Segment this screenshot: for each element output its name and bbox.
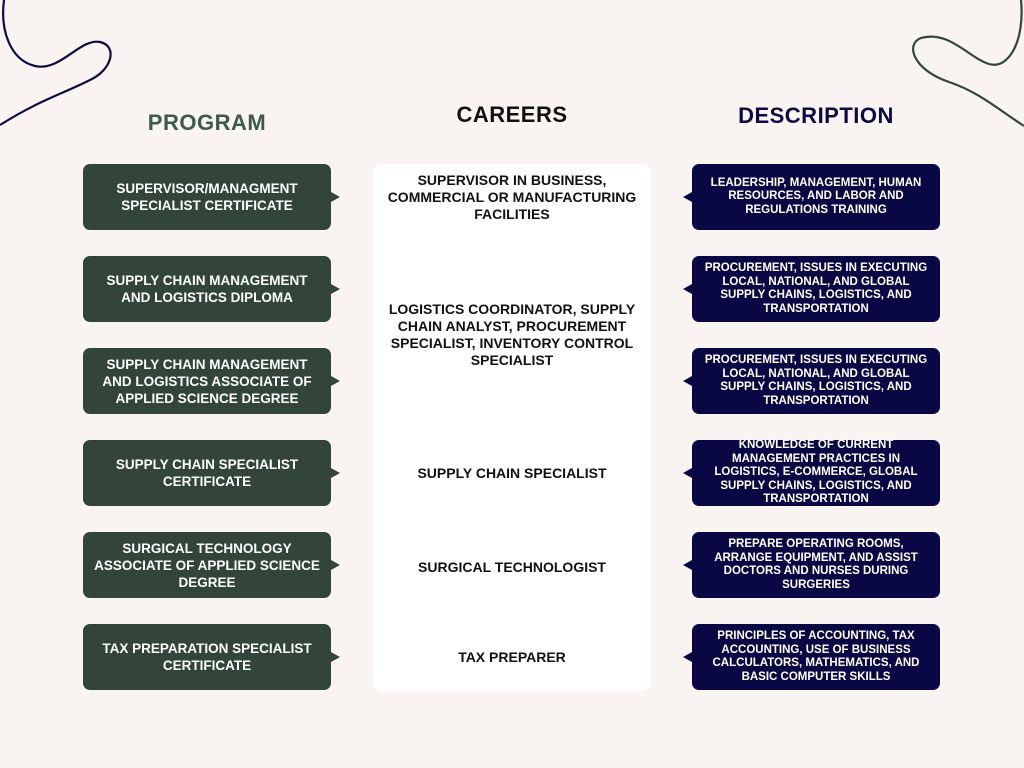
program-box: TAX PREPARATION SPECIALIST CERTIFICATE [83, 624, 331, 690]
career-item: SUPPLY CHAIN SPECIALIST [417, 464, 607, 481]
description-box: PROCUREMENT, ISSUES IN EXECUTING LOCAL, NATIONAL, AND GLOBAL SUPPLY CHAINS, LOGISTICS, AND TRANSPORTATION [692, 256, 940, 322]
program-box: SUPPLY CHAIN SPECIALIST CERTIFICATE [83, 440, 331, 506]
program-box: SUPPLY CHAIN MANAGEMENT AND LOGISTICS DIPLOMA [83, 256, 331, 322]
description-box: KNOWLEDGE OF CURRENT MANAGEMENT PRACTICES IN LOGISTICS, E-COMMERCE, GLOBAL SUPPLY CHAINS, LOGISTICS, AND TRANSPORTATION [692, 440, 940, 506]
description-column-header: DESCRIPTION [738, 103, 894, 128]
career-item: TAX PREPARER [458, 648, 566, 665]
careers-panel [373, 164, 651, 691]
program-box: SUPERVISOR/MANAGMENT SPECIALIST CERTIFICATE [83, 164, 331, 230]
description-box: PREPARE OPERATING ROOMS, ARRANGE EQUIPMENT, AND ASSIST DOCTORS AND NURSES DURING SURGERIES [692, 532, 940, 598]
careers-column-header: CAREERS [456, 102, 568, 127]
career-item: SUPERVISOR IN BUSINESS, COMMERCIAL OR MANUFACTURING FACILITIES [387, 171, 637, 222]
program-column-header: PROGRAM [147, 110, 267, 135]
career-item: LOGISTICS COORDINATOR, SUPPLY CHAIN ANALYST, PROCUREMENT SPECIALIST, INVENTORY CONTROL SPECIALIST [388, 301, 636, 368]
description-box: PRINCIPLES OF ACCOUNTING, TAX ACCOUNTING, USE OF BUSINESS CALCULATORS, MATHEMATICS, AND BASIC COMPUTER SKILLS [692, 624, 940, 690]
program-box: SURGICAL TECHNOLOGY ASSOCIATE OF APPLIED SCIENCE DEGREE [83, 532, 331, 598]
description-box: LEADERSHIP, MANAGEMENT, HUMAN RESOURCES, AND LABOR AND REGULATIONS TRAINING [692, 164, 940, 230]
career-item: SURGICAL TECHNOLOGIST [418, 558, 606, 575]
description-box: PROCUREMENT, ISSUES IN EXECUTING LOCAL, NATIONAL, AND GLOBAL SUPPLY CHAINS, LOGISTICS, AND TRANSPORTATION [692, 348, 940, 414]
program-box: SUPPLY CHAIN MANAGEMENT AND LOGISTICS ASSOCIATE OF APPLIED SCIENCE DEGREE [83, 348, 331, 414]
